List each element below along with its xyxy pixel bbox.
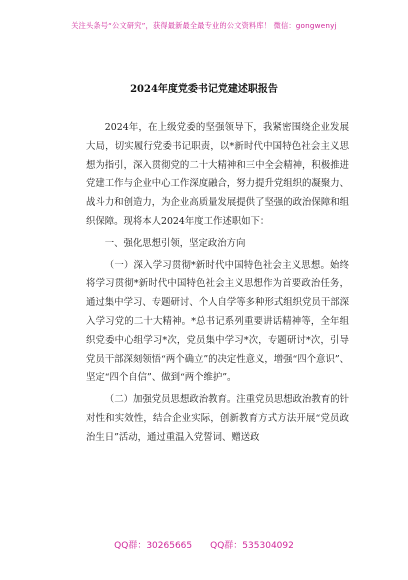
qq-group-1: QQ群：30265665 [114,541,193,551]
section-heading-1: 一、强化思想引领，坚定政治方向 [104,237,246,249]
intro-paragraph: 2024年，在上级党委的坚强领导下，我紧密围绕企业发展大局，切实履行党委书记职责，以*新时代中国特色社会主义思想为指引，深入贯彻党的二十大精神和三中全会精神，积极推进党建工作与企业中心工作深度融合，努力提升党组织的凝聚力、战斗力和创造力，为企业高质量发展提供了坚强的政治保障和组织保障。现将本人2024年度工作述职如下： [86,122,349,227]
document-title: 2024年度党委书记党建述职报告 [130,84,278,95]
document-body [86,119,349,448]
subsection-paragraph-1: （一）深入学习贯彻*新时代中国特色社会主义思想。始终将学习贯彻*新时代中国特色社会主义思想作为首要政治任务，通过集中学习、专题研讨、个人自学等多种形式组织党员干部深入学习党的二十大精神。*总书记系列重要讲话精神等，全年组织党委中心组学习*次，党员集中学习*次，专题研讨*次，引导党员干部深刻领悟“两个确立”的决定性意义，增强“四个意识”、坚定“四个自信”、做到“两个维护”。 [86,259,349,384]
bottom-qq-banner [0,538,408,551]
qq-group-2: QQ群：535304092 [210,541,294,551]
top-promo-banner: 关注头条号“公文研究”，获得最新最全最专业的公文资料库！ 微信：gongwenyj [71,21,337,30]
subsection-paragraph-2: （二）加强党员思想政治教育。注重党员思想政治教育的针对性和实效性，结合企业实际，创新教育方式方法开展“党员政治生日”活动，通过重温入党誓词、赠送政 [86,394,349,443]
